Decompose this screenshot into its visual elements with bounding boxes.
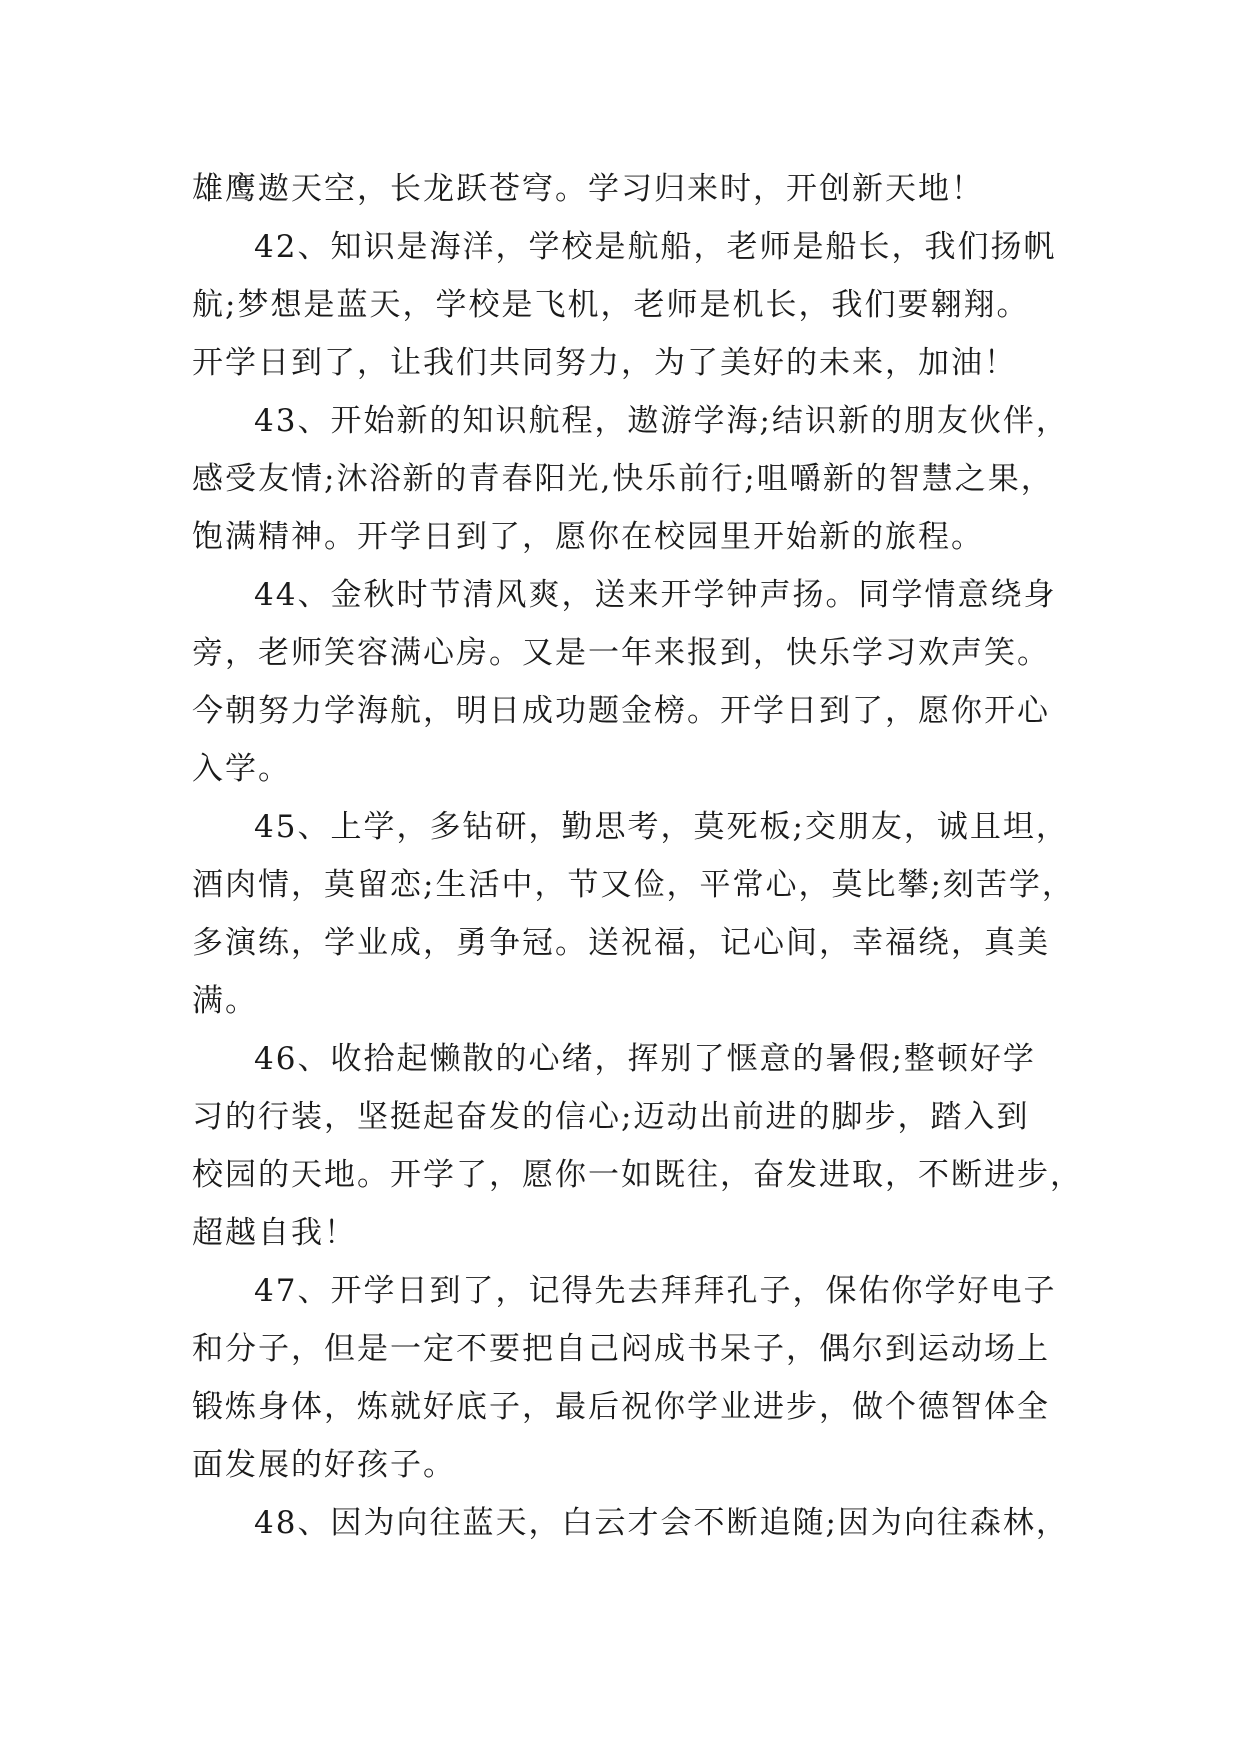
text-line: 今朝努力学海航，明日成功题金榜。开学日到了，愿你开心 [192, 693, 1050, 729]
text-line: 43、开始新的知识航程，遨游学海;结识新的朋友伙伴， [254, 403, 1069, 439]
paragraph-47 [192, 1262, 1057, 1494]
text-line: 习的行装，坚挺起奋发的信心;迈动出前进的脚步，踏入到 [192, 1099, 1030, 1135]
text-line: 和分子，但是一定不要把自己闷成书呆子，偶尔到运动场上 [192, 1331, 1050, 1367]
text-line: 47、开学日到了，记得先去拜拜孔子，保佑你学好电子 [254, 1273, 1057, 1309]
text-line: 酒肉情，莫留恋;生活中，节又俭，平常心，莫比攀;刻苦学， [192, 867, 1075, 903]
text-line: 多演练，学业成，勇争冠。送祝福，记心间，幸福绕，真美 [192, 925, 1050, 961]
text-line: 超越自我！ [192, 1215, 357, 1251]
paragraph-48 [192, 1494, 1069, 1552]
paragraph-46 [192, 1030, 1083, 1262]
text-line: 48、因为向往蓝天，白云才会不断追随;因为向往森林， [254, 1505, 1069, 1541]
paragraph-41-continuation [192, 160, 1052, 218]
text-line: 校园的天地。开学了，愿你一如既往，奋发进取，不断进步， [192, 1157, 1083, 1193]
text-line: 46、收拾起懒散的心绪，挥别了惬意的暑假;整顿好学 [254, 1041, 1036, 1077]
text-line: 44、金秋时节清风爽，送来开学钟声扬。同学情意绕身 [254, 577, 1057, 613]
text-line: 入学。 [192, 751, 291, 787]
text-line: 45、上学，多钻研，勤思考，莫死板;交朋友，诚且坦， [254, 809, 1069, 845]
text-line: 42、知识是海洋，学校是航船，老师是船长，我们扬帆 [254, 229, 1057, 265]
text-line: 面发展的好孩子。 [192, 1447, 456, 1483]
text-line: 旁，老师笑容满心房。又是一年来报到，快乐学习欢声笑。 [192, 635, 1050, 671]
text-line: 满。 [192, 983, 258, 1019]
text-line: 雄鹰遨天空，长龙跃苍穹。学习归来时，开创新天地！ [192, 171, 984, 207]
paragraph-44 [192, 566, 1057, 798]
text-line: 锻炼身体，炼就好底子，最后祝你学业进步，做个德智体全 [192, 1389, 1050, 1425]
text-line: 航;梦想是蓝天，学校是飞机，老师是机长，我们要翱翔。 [192, 287, 1030, 323]
text-line: 开学日到了，让我们共同努力，为了美好的未来，加油！ [192, 345, 1017, 381]
paragraph-42 [192, 218, 1057, 392]
document-body [192, 160, 1083, 1552]
text-line: 感受友情;沐浴新的青春阳光,快乐前行;咀嚼新的智慧之果， [192, 461, 1054, 497]
text-line: 饱满精神。开学日到了，愿你在校园里开始新的旅程。 [192, 519, 984, 555]
paragraph-43 [192, 392, 1069, 566]
paragraph-45 [192, 798, 1075, 1030]
